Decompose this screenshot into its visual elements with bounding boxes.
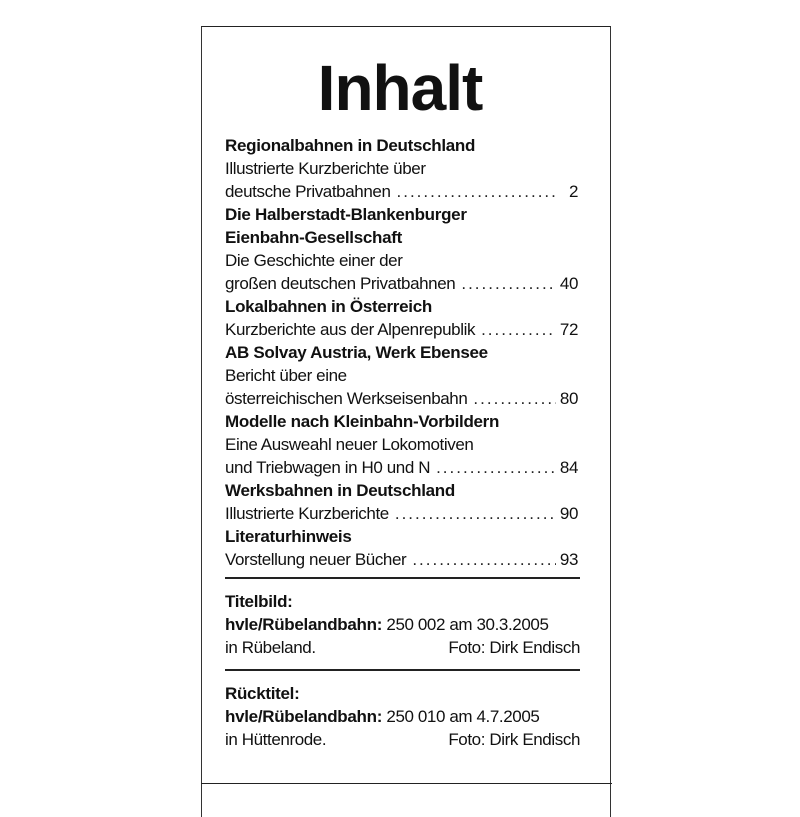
toc-page-number: 72 [559,320,578,339]
back-cover-caption-desc-line [225,705,580,728]
frame-bottom-divider [201,783,612,784]
toc-entry[interactable] [225,410,578,479]
dot-leader [395,502,556,525]
toc-entry-subtitle: Die Geschichte einer der [225,251,403,270]
toc-page-number: 2 [568,182,578,201]
cover-caption-desc-line [225,613,580,636]
toc-entry-heading: Literaturhinweis [225,527,352,546]
back-cover-caption-credit-row [225,728,580,751]
toc-entry[interactable] [225,134,578,203]
back-cover-caption [225,682,580,751]
toc-entry-subtitle: Illustrierte Kurzberichte [225,504,389,523]
toc-entry-last-line [225,272,578,295]
toc-entry-heading: Regionalbahnen in Deutschland [225,136,476,155]
toc-entry[interactable] [225,341,578,410]
toc-entry-heading: Werksbahnen in Deutschland [225,481,455,500]
toc-entry-heading: AB Solvay Austria, Werk Ebensee [225,343,488,362]
section-divider [225,577,580,579]
dot-leader [397,180,556,203]
cover-caption-credit-row [225,636,580,659]
back-cover-caption-label: Rücktitel: [225,684,300,703]
toc-entry-last-line [225,318,578,341]
toc-entry[interactable] [225,479,578,525]
back-cover-photo-credit: Foto: Dirk Endisch [448,730,580,749]
toc-entry-subtitle: Bericht über eine [225,366,347,385]
cover-caption-desc: 250 002 am 30.3.2005 [382,615,549,634]
toc-entry[interactable] [225,203,578,295]
dot-leader [481,318,556,341]
toc-entry-last-line [225,502,578,525]
cover-photo-credit: Foto: Dirk Endisch [448,638,580,657]
toc-entry-heading: Die Halberstadt-Blankenburger [225,205,467,224]
toc-page-number: 90 [559,504,578,523]
cover-caption-location: in Rübeland. [225,638,316,657]
page-title: Inhalt [317,52,483,124]
dot-leader [412,548,556,571]
toc-entry-subtitle: Eine Ausweahl neuer Lokomotiven [225,435,474,454]
dot-leader [461,272,556,295]
table-of-contents [225,134,578,571]
back-cover-caption-location: in Hüttenrode. [225,730,327,749]
toc-entry-heading: Lokalbahnen in Österreich [225,297,432,316]
toc-entry-subtitle: großen deutschen Privatbahnen [225,274,456,293]
toc-entry-subtitle: österreichischen Werkseisenbahn [225,389,468,408]
back-cover-caption-desc: 250 010 am 4.7.2005 [382,707,540,726]
toc-entry-last-line [225,548,578,571]
toc-entry-subtitle: und Triebwagen in H0 und N [225,458,431,477]
back-cover-caption-bold-prefix: hvle/Rübelandbahn: [225,707,383,726]
toc-page-number: 40 [559,274,578,293]
toc-entry-last-line [225,456,578,479]
toc-page-number: 84 [559,458,578,477]
toc-entry-last-line [225,387,578,410]
cover-caption [225,590,580,659]
toc-entry-subtitle: Vorstellung neuer Bücher [225,550,407,569]
cover-caption-label: Titelbild: [225,592,293,611]
toc-entry-subtitle: deutsche Privatbahnen [225,182,391,201]
toc-page-number: 93 [559,550,578,569]
toc-entry[interactable] [225,295,578,341]
section-divider [225,669,580,671]
toc-entry-last-line [225,180,578,203]
toc-entry-heading: Modelle nach Kleinbahn-Vorbildern [225,412,500,431]
toc-entry-subtitle: Illustrierte Kurzberichte über [225,159,426,178]
cover-caption-bold-prefix: hvle/Rübelandbahn: [225,615,383,634]
dot-leader [436,456,556,479]
dot-leader [473,387,555,410]
toc-entry-subtitle: Kurzberichte aus der Alpenrepublik [225,320,476,339]
toc-entry[interactable] [225,525,578,571]
toc-page-number: 80 [559,389,578,408]
toc-entry-heading: Eienbahn-Gesellschaft [225,228,402,247]
